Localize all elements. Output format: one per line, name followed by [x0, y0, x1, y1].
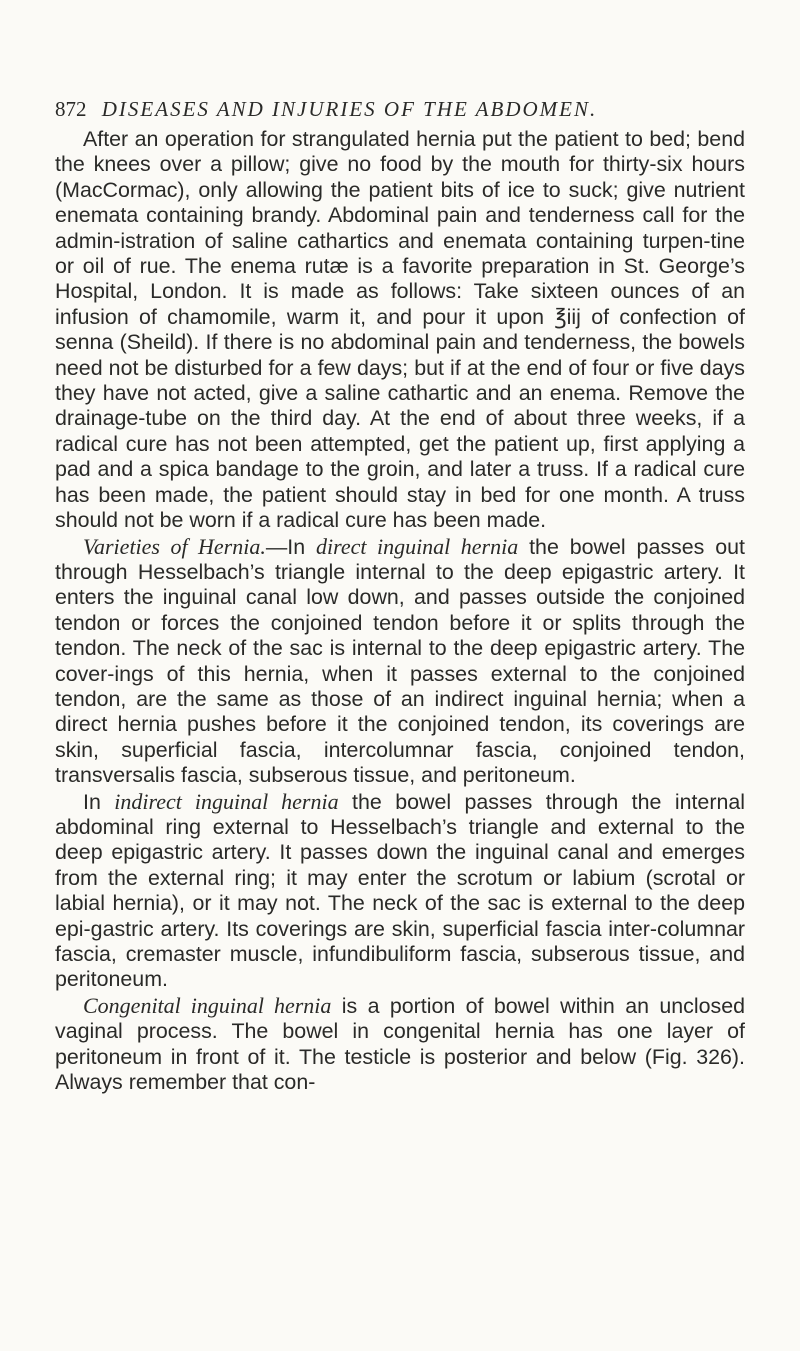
paragraph-indirect-hernia — [55, 789, 745, 993]
paragraph-direct-hernia — [55, 534, 745, 789]
chapter-title: DISEASES AND INJURIES OF THE ABDOMEN. — [101, 97, 598, 121]
page-number: 872 — [55, 97, 87, 121]
paragraph-congenital-hernia — [55, 993, 745, 1096]
paragraph-lead: In — [83, 789, 115, 814]
paragraph-term: direct inguinal hernia — [316, 533, 519, 559]
paragraph-text: the bowel passes out through Hesselbach’s triangle internal to the deep epigastric artery. It enters the inguinal canal low down, and passes outside the conjoined tendon or forces the conjoined tendon before it or splits through the tendon. The neck of the sac is internal to the deep epigastric artery. The cover-ings of this hernia, when it passes external to the conjoined tendon, are the same as those of an indirect inguinal hernia; when a direct hernia pushes before it the conjoined tendon, its coverings are skin, superficial fascia, intercolumnar fascia, conjoined tendon, transversalis fascia, subserous tissue, and peritoneum. — [55, 534, 745, 788]
paragraph-postoperative-care — [55, 127, 745, 534]
running-head — [55, 96, 597, 122]
section-heading: Varieties of Hernia. — [83, 533, 266, 559]
paragraph-term: indirect inguinal hernia — [114, 788, 339, 814]
paragraph-text: After an operation for strangulated hernia put the patient to bed; bend the knees over a pillow; give no food by the mouth for thirty-six hours (MacCormac), only allowing the patient bits of ice to suck; give nutrient enemata containing brandy. Abdominal pain and tenderness call for the admin-istration of saline cathartics and enemata containing turpen-tine or oil of rue. The enema rutæ is a favorite preparation in St. George’s Hospital, London. It is made as follows: Take sixteen ounces of an infusion of chamomile, warm it, and pour it upon ℥iij of confection of senna (Sheild). If there is no abdominal pain and tenderness, the bowels need not be disturbed for a few days; but if at the end of four or five days they have not acted, give a saline cathartic and an enema. Remove the drainage-tube on the third day. At the end of about three weeks, if a radical cure has not been attempted, get the patient up, first applying a pad and a spica bandage to the groin, and later a truss. If a radical cure has been made, the patient should stay in bed for one month. A truss should not be worn if a radical cure has been made. — [55, 127, 745, 533]
paragraph-lead: —In — [265, 534, 316, 559]
paragraph-term: Congenital inguinal hernia — [83, 992, 332, 1018]
paragraph-text: the bowel passes through the internal abdominal ring external to Hesselbach’s triangle and external to the deep epigastric artery. It passes down the inguinal canal and emerges from the external ring; it may enter the scrotum or labium (scrotal or labial hernia), or it may not. The neck of the sac is external to the deep epi-gastric artery. Its coverings are skin, superficial fascia inter-columnar fascia, cremaster muscle, infundibuliform fascia, subserous tissue, and peritoneum. — [55, 789, 745, 992]
body-text — [55, 127, 745, 1095]
paragraph-text: is a portion of bowel within an unclosed vaginal process. The bowel in congenital hernia has one layer of peritoneum in front of it. The testicle is posterior and below (Fig. 326). Always remember that con- — [55, 993, 745, 1095]
